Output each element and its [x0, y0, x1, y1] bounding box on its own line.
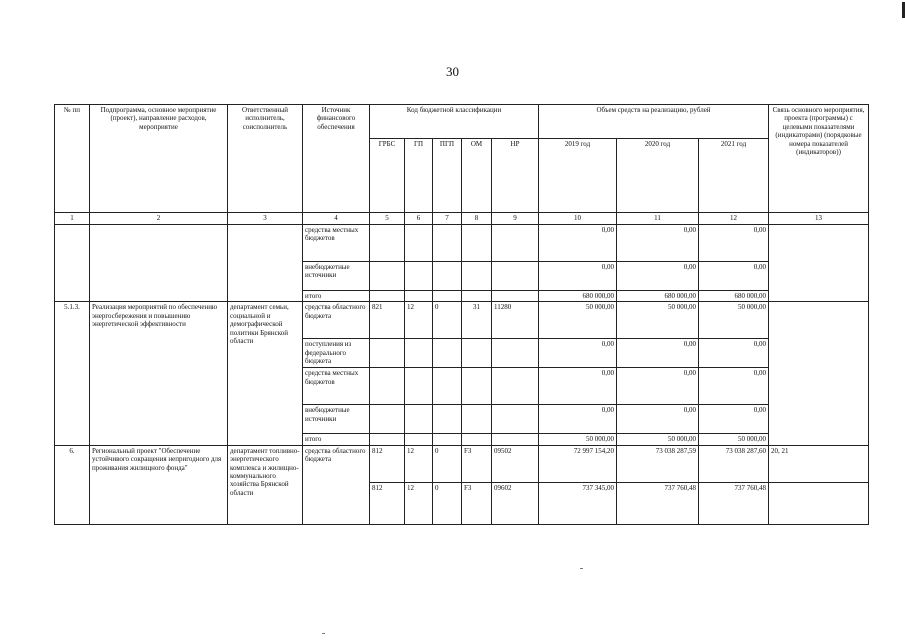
- cell-pgp: 0: [433, 302, 462, 339]
- cell-np: [492, 291, 539, 302]
- cell-2019: 0,00: [539, 262, 617, 291]
- cell-source: средства местных бюджетов: [303, 225, 370, 262]
- column-number: 6: [405, 213, 433, 225]
- cell-source: средства областного бюджета: [303, 302, 370, 339]
- cell-source: поступления из федерального бюджета: [303, 339, 370, 368]
- cell-pgp: [433, 291, 462, 302]
- cell-pgp: 0: [433, 482, 462, 524]
- table-row: [55, 445, 869, 482]
- cell-2021: 50 000,00: [699, 302, 769, 339]
- header-gp: ГП: [405, 139, 433, 213]
- cell-2019: 0,00: [539, 339, 617, 368]
- cell-no: 5.1.3.: [55, 302, 90, 445]
- cell-np: [492, 339, 539, 368]
- column-number: 13: [769, 213, 869, 225]
- cell-gp: 12: [405, 302, 433, 339]
- cell-name: Реализация мероприятий по обеспечению энергосбережения и повышению энергетической эффективности: [90, 302, 228, 445]
- header-kbk: Код бюджетной классификации: [370, 105, 539, 139]
- cell-np: [492, 262, 539, 291]
- cell-2021: 0,00: [699, 405, 769, 434]
- cell-link: 20, 21: [769, 445, 869, 482]
- cell-2019: 50 000,00: [539, 302, 617, 339]
- cell-2019: 50 000,00: [539, 434, 617, 445]
- column-number: 4: [303, 213, 370, 225]
- cell-2019: 680 000,00: [539, 291, 617, 302]
- cell-no: 6.: [55, 445, 90, 524]
- header-2019: 2019 год: [539, 139, 617, 213]
- cell-2019: 737 345,00: [539, 482, 617, 524]
- cell-no: [55, 225, 90, 302]
- column-number: 11: [617, 213, 699, 225]
- column-number-row: [55, 213, 869, 225]
- column-number: 12: [699, 213, 769, 225]
- cell-2021: 0,00: [699, 225, 769, 262]
- column-number: 7: [433, 213, 462, 225]
- header-om: ОМ: [462, 139, 492, 213]
- cell-2020: 737 760,48: [617, 482, 699, 524]
- cell-grbs: 821: [370, 302, 405, 339]
- scan-speck: [580, 568, 583, 569]
- cell-gp: 12: [405, 445, 433, 482]
- cell-pgp: [433, 262, 462, 291]
- cell-pgp: [433, 225, 462, 262]
- page-number: 30: [446, 64, 459, 79]
- cell-np: 09602: [492, 482, 539, 524]
- column-number: 3: [228, 213, 303, 225]
- cell-gp: [405, 262, 433, 291]
- cell-2019: 0,00: [539, 225, 617, 262]
- cell-source: внебюджетные источники: [303, 262, 370, 291]
- cell-om: [462, 339, 492, 368]
- cell-pgp: [433, 368, 462, 405]
- cell-grbs: [370, 339, 405, 368]
- cell-2021: 0,00: [699, 262, 769, 291]
- cell-grbs: [370, 368, 405, 405]
- cell-np: 11280: [492, 302, 539, 339]
- cell-om: [462, 434, 492, 445]
- cell-executor: [228, 225, 303, 302]
- column-number: 5: [370, 213, 405, 225]
- cell-2021: 0,00: [699, 339, 769, 368]
- cell-source: средства местных бюджетов: [303, 368, 370, 405]
- cell-2020: 0,00: [617, 225, 699, 262]
- cell-np: 09502: [492, 445, 539, 482]
- header-no: № пп: [55, 105, 90, 213]
- cell-gp: [405, 291, 433, 302]
- cell-link: [769, 482, 869, 524]
- header-link: Связь основного мероприятия, проекта (программы) с целевыми показателями (индикаторами) (порядковые номера показателей (индикаторов)): [769, 105, 869, 213]
- header-grbs: ГРБС: [370, 139, 405, 213]
- cell-om: [462, 405, 492, 434]
- column-number: 8: [462, 213, 492, 225]
- cell-gp: [405, 405, 433, 434]
- cell-grbs: [370, 225, 405, 262]
- cell-2019: 72 997 154,20: [539, 445, 617, 482]
- cell-om: F3: [462, 482, 492, 524]
- cell-pgp: [433, 434, 462, 445]
- header-row: [55, 105, 869, 139]
- header-name: Подпрограмма, основное мероприятие (проект), направление расходов, мероприятие: [90, 105, 228, 213]
- cell-2020: 73 038 287,59: [617, 445, 699, 482]
- column-number: 1: [55, 213, 90, 225]
- cell-link: [769, 302, 869, 445]
- cell-np: [492, 225, 539, 262]
- header-executor: Ответственный исполнитель, соисполнитель: [228, 105, 303, 213]
- cell-pgp: [433, 405, 462, 434]
- cell-2021: 50 000,00: [699, 434, 769, 445]
- cell-2019: 0,00: [539, 368, 617, 405]
- cell-om: 31: [462, 302, 492, 339]
- cell-om: F3: [462, 445, 492, 482]
- cell-2020: 0,00: [617, 262, 699, 291]
- cell-2020: 0,00: [617, 405, 699, 434]
- cell-gp: [405, 368, 433, 405]
- cell-2019: 0,00: [539, 405, 617, 434]
- cell-name: [90, 225, 228, 302]
- cell-grbs: [370, 405, 405, 434]
- cell-gp: [405, 434, 433, 445]
- cell-gp: [405, 225, 433, 262]
- cell-source: итого: [303, 291, 370, 302]
- cell-grbs: 812: [370, 445, 405, 482]
- cell-2021: 737 760,48: [699, 482, 769, 524]
- cell-pgp: 0: [433, 445, 462, 482]
- header-source: Источник финансового обеспечения: [303, 105, 370, 213]
- cell-grbs: [370, 262, 405, 291]
- cell-2020: 680 000,00: [617, 291, 699, 302]
- cell-grbs: 812: [370, 482, 405, 524]
- column-number: 10: [539, 213, 617, 225]
- cell-executor: департамент топливно-энергетического комплекса и жилищно-коммунального хозяйства Брянской области: [228, 445, 303, 524]
- cell-executor: департамент семьи, социальной и демографической политики Брянской области: [228, 302, 303, 445]
- table-row: [55, 225, 869, 262]
- cell-grbs: [370, 291, 405, 302]
- header-np: НР: [492, 139, 539, 213]
- cell-grbs: [370, 434, 405, 445]
- cell-gp: [405, 339, 433, 368]
- table-row: [55, 302, 869, 339]
- cell-source: итого: [303, 434, 370, 445]
- header-pgp: ПГП: [433, 139, 462, 213]
- cell-np: [492, 405, 539, 434]
- budget-table: [54, 104, 869, 525]
- cell-source: внебюджетные источники: [303, 405, 370, 434]
- cell-2021: 73 038 287,60: [699, 445, 769, 482]
- cell-2020: 50 000,00: [617, 302, 699, 339]
- cell-source: средства областного бюджета: [303, 445, 370, 524]
- cell-name: Региональный проект "Обеспечение устойчивого сокращения непригодного для проживания жилищного фонда": [90, 445, 228, 524]
- cell-gp: 12: [405, 482, 433, 524]
- cell-2020: 50 000,00: [617, 434, 699, 445]
- cell-2021: 680 000,00: [699, 291, 769, 302]
- cell-om: [462, 225, 492, 262]
- column-number: 9: [492, 213, 539, 225]
- header-volume: Объем средств на реализацию, рублей: [539, 105, 769, 139]
- header-2021: 2021 год: [699, 139, 769, 213]
- cell-om: [462, 262, 492, 291]
- header-2020: 2020 год: [617, 139, 699, 213]
- cell-pgp: [433, 339, 462, 368]
- cell-om: [462, 368, 492, 405]
- cell-2020: 0,00: [617, 368, 699, 405]
- cell-2021: 0,00: [699, 368, 769, 405]
- cell-np: [492, 368, 539, 405]
- cell-link: [769, 225, 869, 302]
- column-number: 2: [90, 213, 228, 225]
- cell-np: [492, 434, 539, 445]
- cell-om: [462, 291, 492, 302]
- cell-2020: 0,00: [617, 339, 699, 368]
- scan-speck: [322, 633, 325, 634]
